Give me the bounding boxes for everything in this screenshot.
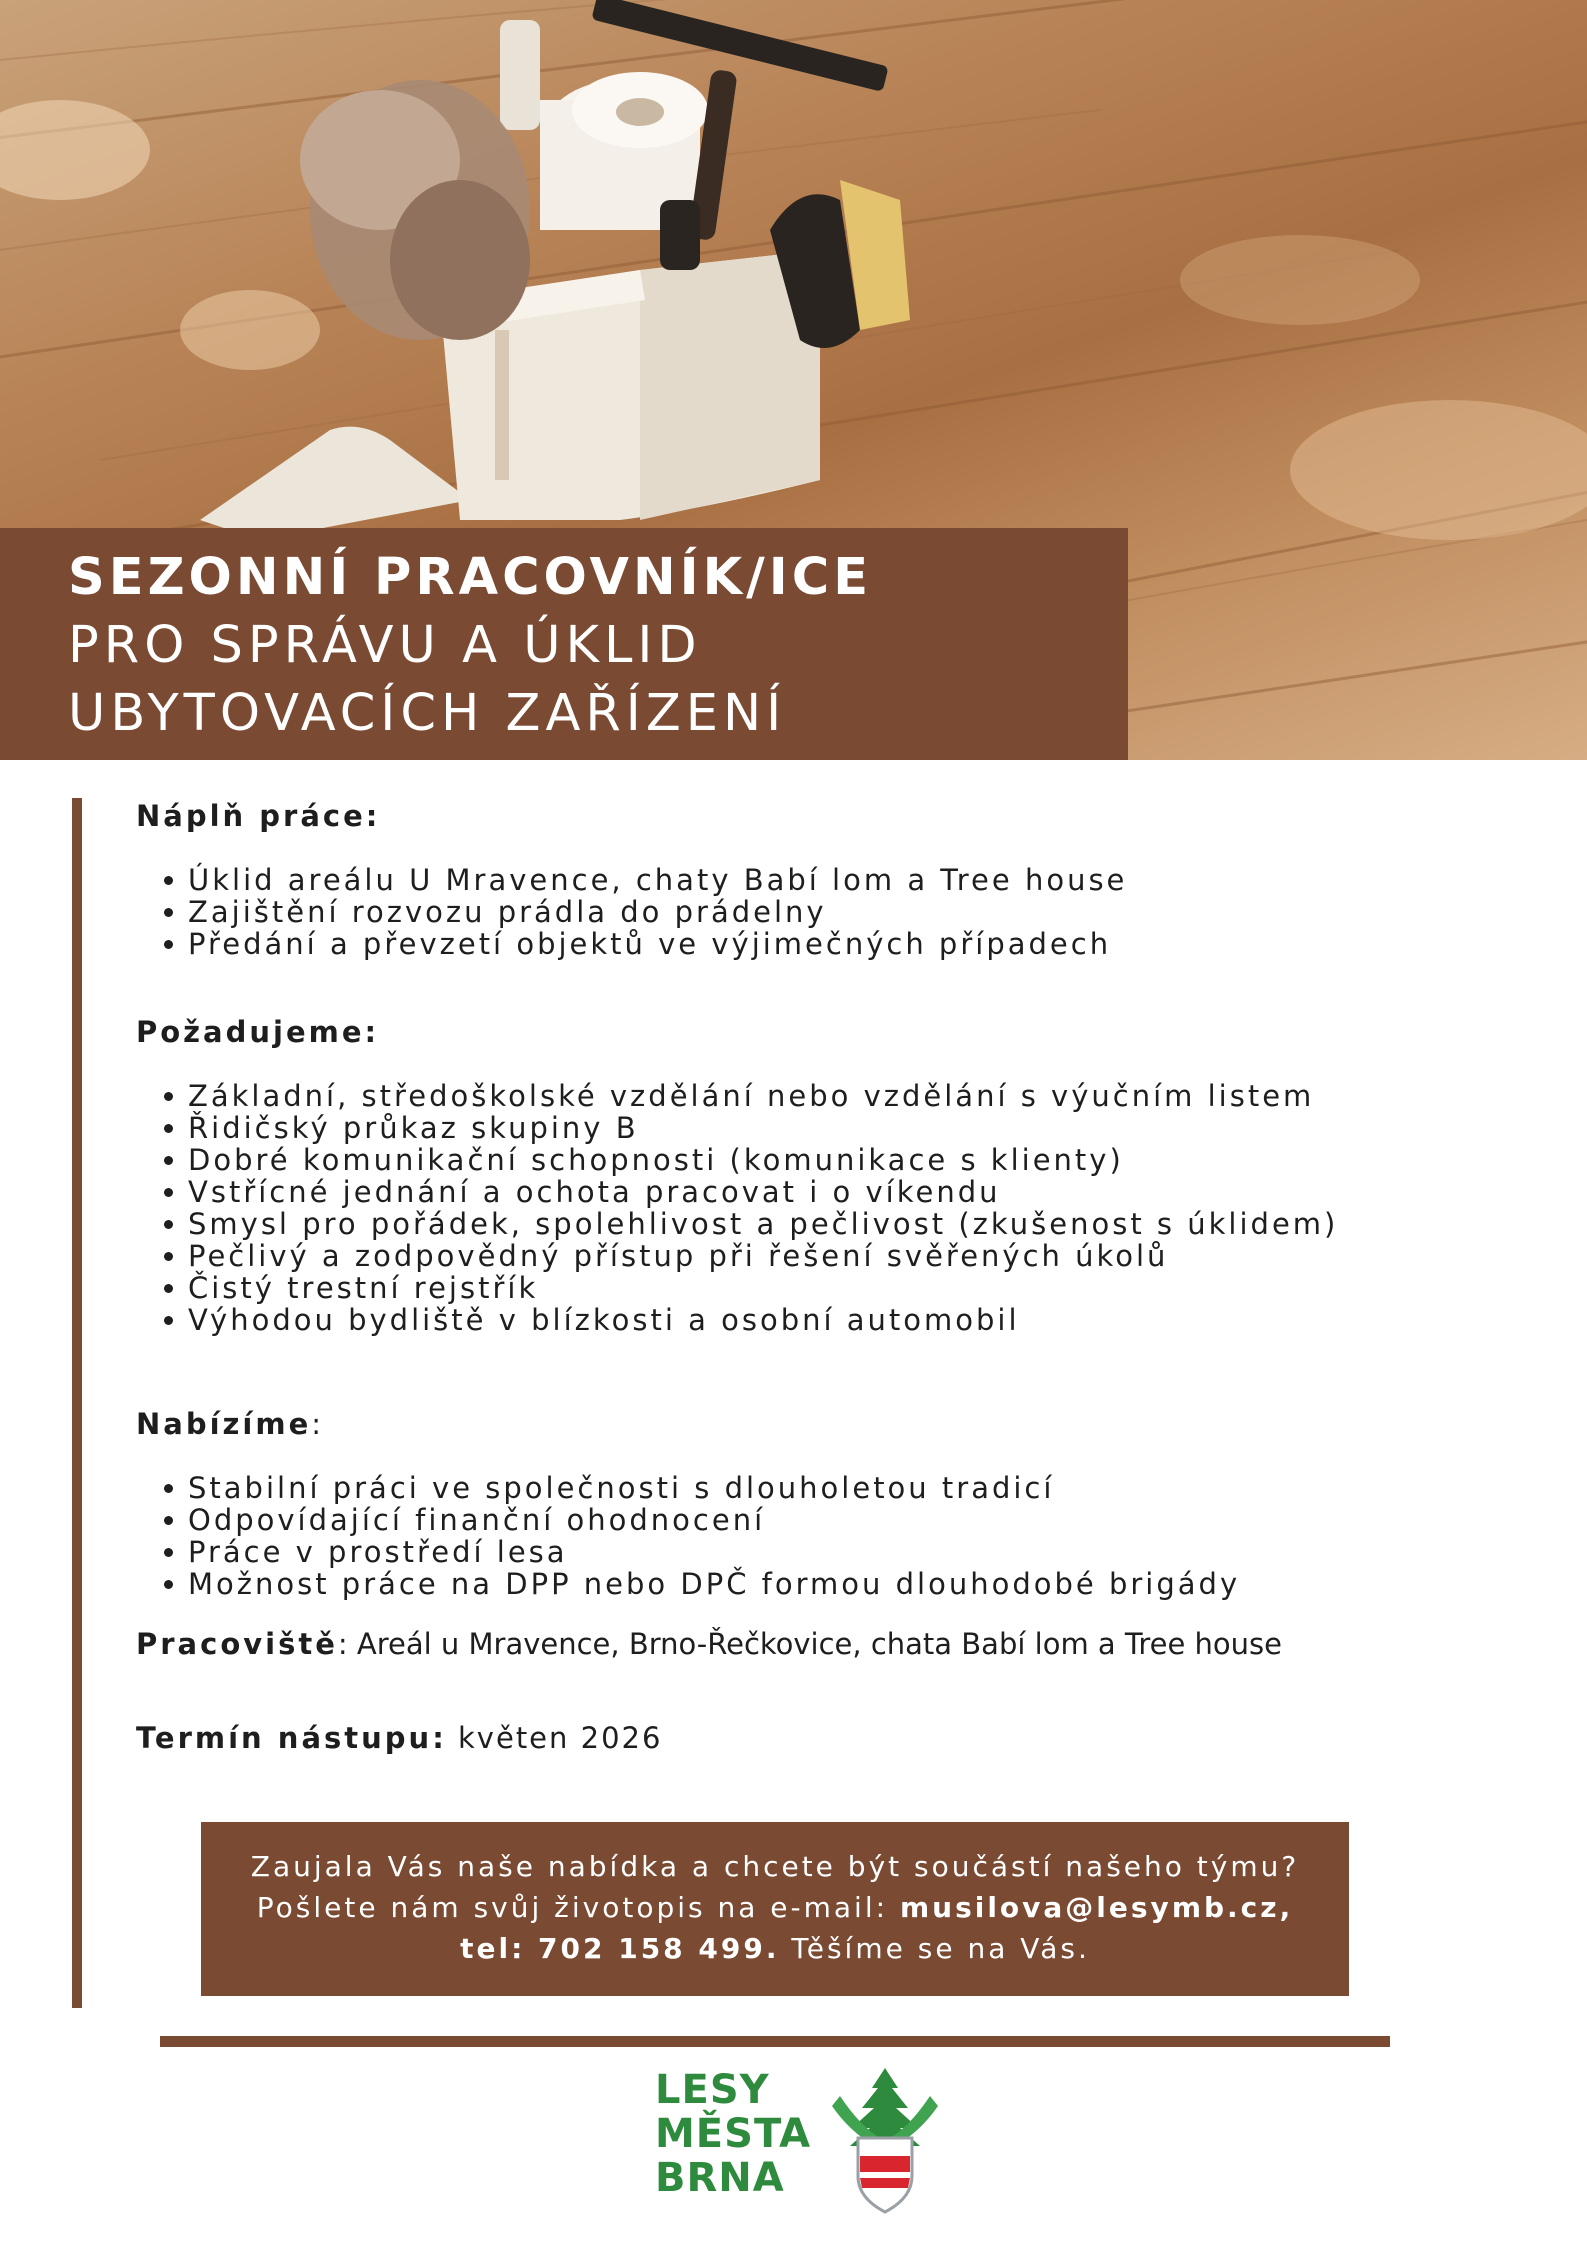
lesy-mesta-brna-logo	[655, 2064, 955, 2224]
offer-list	[136, 1472, 1436, 1600]
title-band	[0, 528, 1128, 760]
footer-divider	[160, 2036, 1390, 2047]
requirements-list	[136, 1080, 1436, 1336]
workplace-row	[136, 1618, 1436, 1670]
job-subtitle-line1: PRO SPRÁVU A ÚKLID	[68, 616, 702, 675]
contact-phone[interactable]: tel: 702 158 499.	[460, 1932, 780, 1965]
workplace-value: Areál u Mravence, Brno-Řečkovice, chata Babí lom a Tree house	[347, 1627, 1282, 1661]
workplace-label: Pracoviště	[136, 1627, 338, 1661]
contact-box	[201, 1822, 1349, 1996]
offer-heading-text: Nabízíme	[136, 1407, 312, 1441]
contact-line3	[201, 1928, 1349, 1969]
offer-heading-colon: :	[311, 1407, 325, 1441]
list-item: Práce v prostředí lesa	[136, 1536, 1436, 1568]
contact-email-prefix: Pošlete nám svůj životopis na e-mail:	[256, 1891, 900, 1924]
list-item: Stabilní práci ve společnosti s dlouholetou tradicí	[136, 1472, 1436, 1504]
start-date-value: květen 2026	[446, 1721, 663, 1755]
job-subtitle-line2: UBYTOVACÍCH ZAŘÍZENÍ	[68, 684, 787, 743]
list-item: Úklid areálu U Mravence, chaty Babí lom a Tree house	[136, 864, 1436, 896]
list-item: Smysl pro pořádek, spolehlivost a pečlivost (zkušenost s úklidem)	[136, 1208, 1436, 1240]
start-date-label: Termín nástupu:	[136, 1721, 447, 1755]
list-item: Dobré komunikační schopnosti (komunikace s klienty)	[136, 1144, 1436, 1176]
logo-line3: BRNA	[655, 2155, 785, 2201]
duties-list	[136, 864, 1436, 960]
list-item: Základní, středoškolské vzdělání nebo vzdělání s výučním listem	[136, 1080, 1436, 1112]
tree-shield-icon	[820, 2066, 950, 2216]
left-accent-bar	[72, 798, 82, 2008]
list-item: Vstřícné jednání a ochota pracovat i o víkendu	[136, 1176, 1436, 1208]
contact-closing: Těšíme se na Vás.	[779, 1932, 1090, 1965]
job-details	[136, 790, 1436, 1764]
logo-wordmark	[655, 2068, 811, 2200]
list-item: Odpovídající finanční ohodnocení	[136, 1504, 1436, 1536]
job-title: SEZONNÍ PRACOVNÍK/ICE	[68, 548, 873, 607]
duties-heading: Náplň práce:	[136, 799, 381, 833]
logo-line2: MĚSTA	[655, 2111, 812, 2157]
contact-email-link[interactable]: musilova@lesymb.cz,	[899, 1891, 1294, 1924]
list-item: Předání a převzetí objektů ve výjimečných případech	[136, 928, 1436, 960]
contact-line1: Zaujala Vás naše nabídka a chcete být součástí našeho týmu?	[250, 1850, 1300, 1883]
list-item: Pečlivý a zodpovědný přístup při řešení svěřených úkolů	[136, 1240, 1436, 1272]
offer-heading	[136, 1398, 1436, 1450]
start-date-row	[136, 1712, 1436, 1764]
contact-line2	[201, 1887, 1349, 1928]
list-item: Zajištění rozvozu prádla do prádelny	[136, 896, 1436, 928]
list-item: Čistý trestní rejstřík	[136, 1272, 1436, 1304]
workplace-colon: :	[337, 1627, 348, 1661]
logo-line1: LESY	[655, 2067, 770, 2113]
list-item: Možnost práce na DPP nebo DPČ formou dlouhodobé brigády	[136, 1568, 1436, 1600]
list-item: Řidičský průkaz skupiny B	[136, 1112, 1436, 1144]
requirements-heading: Požadujeme:	[136, 1015, 380, 1049]
list-item: Výhodou bydliště v blízkosti a osobní automobil	[136, 1304, 1436, 1336]
